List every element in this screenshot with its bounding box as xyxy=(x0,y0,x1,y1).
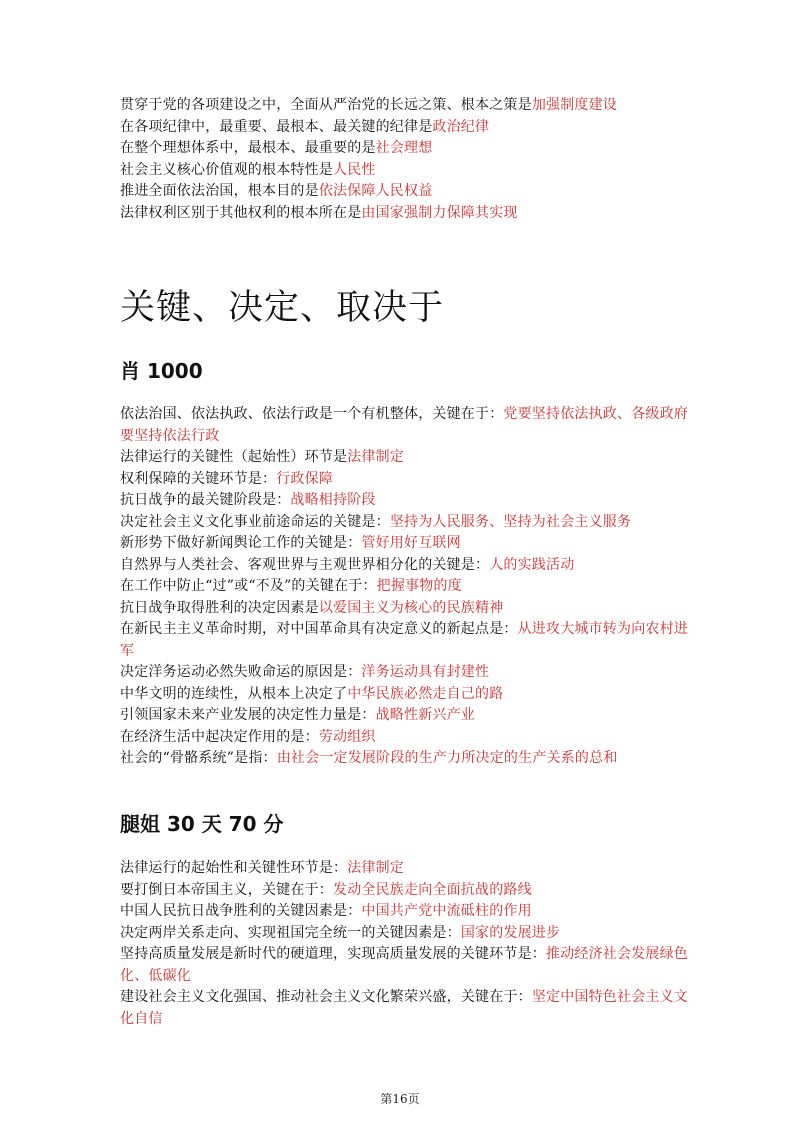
section1-line: 在新民主主义革命时期，对中国革命具有决定意义的新起点是：从进攻大城市转为向农村进军 xyxy=(120,621,689,659)
answer-text: 人的实践活动 xyxy=(489,556,575,573)
section1-line: 决定社会主义文化事业前途命运的关键是：坚持为人民服务、坚持为社会主义服务 xyxy=(120,513,632,530)
section1-line: 新形势下做好新闻舆论工作的关键是：管好用好互联网 xyxy=(120,535,461,551)
intro-line-3: 在整个理想体系中，最根本、最重要的是社会理想 xyxy=(120,140,433,156)
answer-text: 政治纪律 xyxy=(432,118,490,135)
section1-line: 中华文明的连续性，从根本上决定了中华民族必然走自己的路 xyxy=(120,685,504,702)
section1-line: 法律运行的关键性（起始性）环节是法律制定 xyxy=(120,449,405,465)
section1-title: 肖 1000 xyxy=(120,359,203,383)
page-number: 第16页 xyxy=(380,1092,420,1106)
answer-text: 战略性新兴产业 xyxy=(375,707,476,723)
intro-line-2: 在各项纪律中，最重要、最根本、最关键的纪律是政治纪律 xyxy=(120,118,490,135)
section1-line: 决定洋务运动必然失败命运的原因是：洋务运动具有封建性 xyxy=(120,664,490,680)
intro-line-4: 社会主义核心价值观的根本特性是人民性 xyxy=(120,161,376,178)
answer-text: 加强制度建设 xyxy=(531,97,618,113)
answer-text: 把握事物的度 xyxy=(376,578,462,594)
answer-text: 坚持为人民服务、坚持为社会主义服务 xyxy=(389,513,632,530)
answer-text: 坚定中国特色社会主义文化自信 xyxy=(120,989,689,1027)
section1-line: 引领国家未来产业发展的决定性力量是：战略性新兴产业 xyxy=(120,707,476,723)
answer-text: 国家的发展进步 xyxy=(460,924,561,941)
answer-text: 推动经济社会发展绿色化、低碳化 xyxy=(120,946,688,984)
intro-list xyxy=(120,95,690,224)
answer-text: 战略相持阶段 xyxy=(290,492,376,508)
section2-line: 决定两岸关系走向、实现祖国完全统一的关键因素是：国家的发展进步 xyxy=(120,924,561,941)
answer-text: 由国家强制力保障其实现 xyxy=(361,204,518,221)
section1-line: 社会的“骨骼系统”是指：由社会一定发展阶段的生产力所决定的生产关系的总和 xyxy=(120,750,618,766)
answer-text: 党要坚持依法执政、各级政府要坚持依法行政 xyxy=(120,406,689,444)
answer-text: 人民性 xyxy=(333,161,376,178)
answer-text: 管好用好互联网 xyxy=(361,535,461,551)
answer-text: 发动全民族走向全面抗战的路线 xyxy=(333,881,532,898)
section1-line: 抗日战争取得胜利的决定因素是以爱国主义为核心的民族精神 xyxy=(120,599,504,616)
section1-list xyxy=(120,404,690,770)
section1-line: 依法治国、依法执政、依法行政是一个有机整体，关键在于：党要坚持依法执政、各级政府要坚持依法行政 xyxy=(120,406,689,444)
section2-line: 要打倒日本帝国主义，关键在于：发动全民族走向全面抗战的路线 xyxy=(120,881,532,898)
section2-title: 腿姐 30 天 70 分 xyxy=(120,812,284,836)
answer-text: 洋务运动具有封建性 xyxy=(361,664,490,680)
answer-text: 以爱国主义为核心的民族精神 xyxy=(318,599,504,616)
section2-line: 法律运行的起始性和关键性环节是：法律制定 xyxy=(120,860,405,876)
intro-line-6: 法律权利区别于其他权利的根本所在是由国家强制力保障其实现 xyxy=(120,204,518,221)
section2-line: 建设社会主义文化强国、推动社会主义文化繁荣兴盛，关键在于：坚定中国特色社会主义文化自信 xyxy=(120,989,689,1027)
section2-line: 坚持高质量发展是新时代的硬道理，实现高质量发展的关键环节是：推动经济社会发展绿色化、低碳化 xyxy=(120,946,688,984)
answer-text: 依法保障人民权益 xyxy=(318,183,433,199)
answer-text: 劳动组织 xyxy=(318,728,376,745)
answer-text: 中华民族必然走自己的路 xyxy=(347,685,504,702)
section1-line: 在工作中防止“过”或“不及”的关键在于：把握事物的度 xyxy=(120,578,462,594)
section1-line: 自然界与人类社会、客观世界与主观世界相分化的关键是：人的实践活动 xyxy=(120,556,575,573)
section1-line: 权利保障的关键环节是：行政保障 xyxy=(120,470,334,487)
answer-text: 行政保障 xyxy=(276,470,334,487)
answer-text: 中国共产党中流砥柱的作用 xyxy=(361,903,532,919)
section2-line: 中国人民抗日战争胜利的关键因素是：中国共产党中流砥柱的作用 xyxy=(120,903,532,919)
answer-text: 由社会一定发展阶段的生产力所决定的生产关系的总和 xyxy=(276,750,618,766)
answer-text: 社会理想 xyxy=(375,140,433,156)
answer-text: 从进攻大城市转为向农村进军 xyxy=(120,621,689,659)
section2-list xyxy=(120,858,690,1030)
intro-line-1: 贯穿于党的各项建设之中，全面从严治党的长远之策、根本之策是加强制度建设 xyxy=(120,97,618,113)
main-heading: 关键、决定、取决于 xyxy=(120,288,445,328)
intro-line-5: 推进全面依法治国，根本目的是依法保障人民权益 xyxy=(120,183,433,199)
answer-text: 法律制定 xyxy=(347,449,405,465)
section1-line: 在经济生活中起决定作用的是：劳动组织 xyxy=(120,728,376,745)
section1-line: 抗日战争的最关键阶段是：战略相持阶段 xyxy=(120,492,376,508)
answer-text: 法律制定 xyxy=(347,860,405,876)
